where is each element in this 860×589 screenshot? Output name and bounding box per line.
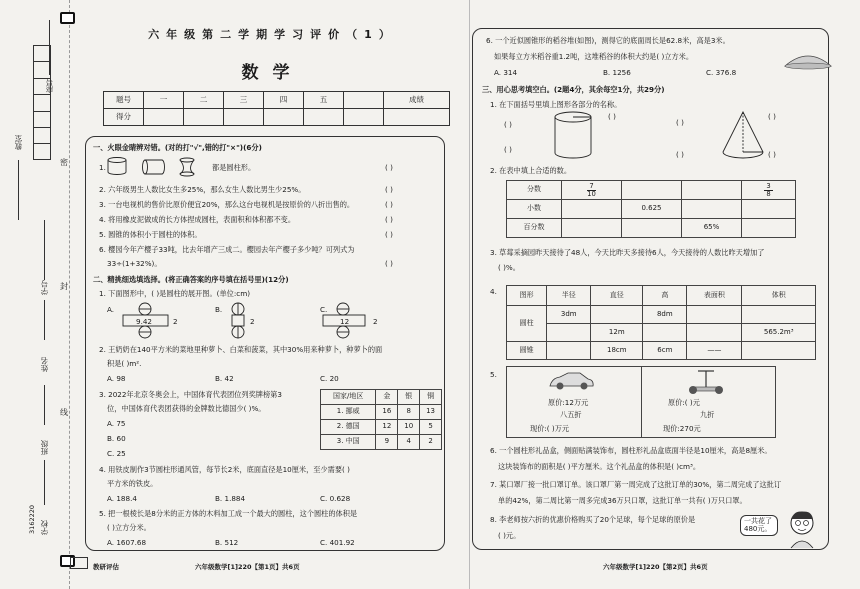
section2-title: 二、精挑细选填选择。(将正确答案的序号填在括号里)(12分) — [93, 275, 289, 284]
cylinder-cone-figures — [503, 110, 833, 165]
unfolded-nets — [115, 300, 445, 340]
seat-grid — [33, 45, 51, 160]
footer-tag: 教研评估 — [93, 563, 119, 571]
exam-title: 六年级第二学期学习评价（1） — [148, 28, 397, 41]
teacher-icon — [783, 508, 821, 550]
class-label: 班级 — [40, 440, 49, 455]
answer-paren[interactable]: ( ) — [768, 112, 776, 121]
s1-q4: 4. 将用橡皮泥做成的长方体捏成圆柱，表面积和体积都不变。 — [99, 215, 296, 224]
s1-q3: 3. 一台电视机的售价比原价便宜20%，那么这台电视机是按原价的八折出售的。 — [99, 200, 355, 209]
shape-measure-table: 图形 半径 直径 高 表面积 体积 圆柱 3dm 8dm 12m 565.2m³ 圆锥 18cm 6cm —— — [506, 285, 816, 360]
fraction-3-8: $\frac{3}{8}$ — [766, 181, 771, 198]
answer-paren[interactable]: ( ) — [385, 200, 393, 209]
answer-paren[interactable]: ( ) — [385, 259, 393, 268]
answer-paren[interactable]: ( ) — [504, 145, 512, 154]
balance-scooter-icon — [686, 368, 726, 396]
school-label: 学校 — [40, 520, 49, 535]
r-q6b: 6. 一个圆柱形礼品盒，侧面贴满装饰布，圆柱形礼品盒底面半径是10厘米，高是8厘米。 — [490, 446, 772, 455]
s1-q5: 5. 圆锥的体积小于圆柱的体积。 — [99, 230, 202, 239]
s2-q1: 1. 下面图形中，( )是圆柱的展开图。(单位:cm) — [99, 289, 251, 298]
s1-q6: 6. 樱园今年产樱子33吨，比去年增产三成二。樱园去年产樱子多少吨？可列式为 — [99, 245, 355, 254]
fraction-7-10: $\frac{7}{10}$ — [587, 181, 596, 198]
seal-mi: 密 — [60, 158, 68, 167]
seal-xian: 线 — [60, 408, 68, 417]
s1-q2: 2. 六年级男生人数比女生多25%，那么女生人数比男生少25%。 — [99, 185, 306, 194]
registration-mark — [60, 12, 75, 24]
footer-right: 六年级数学[1]220【第2页】共6页 — [603, 563, 708, 571]
r-q1: 1. 在下面括号里填上图形各部分的名称。 — [490, 100, 622, 109]
seal-feng: 封 — [60, 282, 68, 291]
car-icon — [546, 370, 596, 392]
subject-title: 数学 — [241, 63, 304, 83]
answer-paren[interactable]: ( ) — [676, 118, 684, 127]
fraction-table: 分数 $\frac{7}{10}$ $\frac{3}{8}$ 小数 0.625 百分数 65% — [506, 180, 796, 238]
medal-table: 国家/地区 金 银 铜 1. 挪威 16 8 13 2. 德国 12 10 5 3. 中国 9 4 2 — [320, 389, 442, 450]
questions-box — [85, 136, 445, 551]
answer-paren[interactable]: ( ) — [385, 185, 393, 194]
binding-strip — [0, 0, 70, 589]
r-q7: 7. 某口罩厂接一批口罩订单。该口罩厂第一周完成了这批订单的30%，第二周完成了这批订 — [490, 480, 782, 489]
answer-paren[interactable]: ( ) — [385, 215, 393, 224]
s2-q3: 3. 2022年北京冬奥会上，中国体育代表团位列奖牌榜第3 — [99, 390, 282, 399]
left-column: 六年级第二学期学习评价（1） 数学 题号 一 二 三 四 五 成绩 得分 一、火眼金睛辨对错。(对的打"√",错的打"×")(6分) 1. 都是圆柱形。 ( ) 2. 六年级男生人数比女生多25%，那么女生人数比男生少25%。 ( ) 3. 一台电视机的售价比原价便宜20%，那么这台电视机是按原价的八折出售的。 ( ) 4. 将用橡皮泥做成的长方体捏成圆柱，表面积和体积都不变。 ( ) 5. 圆锥的体积小于圆柱的体积。 ( ) 6. 樱园今年产樱子33吨，比去年增产三成二。樱园去年产樱子多少吨？可列式为 33÷(1+32%)。 ( ) 二、精挑细选填选择。(将正确答案的序号填在括号里)(12分) 1. 下面图形中，( )是圆柱的展开图。(单位:cm) A. B. C. 9.42 2 2 12 2 2. 王奶奶在140平方米的菜地里种萝卜、白菜和菠菜，其中30%用来种萝卜，种萝卜的面 积是( )m². A. 98 B. 42 C. 20 3. 2022年北京冬奥会上，中国体育代表团位列奖牌榜第3 位，中国体育代表团获得的金牌数比德国少( )%。 A. 75 B. 60 C. 25 国家/地区 金 银 铜 1. 挪威 16 8 13 2. 德国 12 10 5 3. 中国 9 4 2 4. 用铁皮制作3节圆柱形通风管，每节长2米，底面直径是10厘米，至少需要( ) 平方米的铁皮。 A. 188.4 B. 1.884 C. 0.628 5. 把一根棱长是8分米的正方体的木料加工成一个最大的圆柱，这个圆柱的体积是 ( )立方分米。 A. 1607.68 B. 512 C. 401.92 教研评估 六年级数学[1]220【第1页】共6页 — [85, 0, 460, 589]
right-column: 6. 一个近似圆锥形的稻谷堆(如图)，测得它的底面周长是62.8米，高是3米。 如果每立方米稻谷重1.2吨，这堆稻谷的体积大约是( )立方米。 A. 314 B. 1256 C. 376.8 三、用心思考填空白。(2题4分，其余每空1分，共29分) 1. 在下面括号里填上图形各部分的名称。 ( ) ( ) ( ) ( ) ( ) ( ) ( ) 2. 在表中填上合适的数。 分数 $\frac{7}{10}$ $\frac{3}{8}$ 小数 0.625 百分数 65% 3. 草莓采摘园昨天接待了48人，今天比昨天多接待6人，今天接待的人数比昨天增加了 ( )%。 4. 图形 半径 直径 高 表面积 体积 圆柱 3dm 8dm 12m 565.2m³ 圆锥 18cm 6cm —— 5. 原价:12万元 八五折 现价:( )万元 原价:( )元 九折 现价:270元 6. 一个圆柱形礼品盒，侧面贴满装饰布，圆柱形礼品盒底面半径是10厘米，高是8厘米。 这块装饰布的面积是( )平方厘米。这个礼品盒的体积是( )cm³。 7. 某口罩厂接一批口罩订单。该口罩厂第一周完成了这批订单的30%，第二周完成了这批订 单的42%，第二周比第一周多完成36万只口罩，这批订单一共有( )万只口罩。 8. 李老师按六折的优惠价格购买了20个足球，每个足球的原价是 ( )元。 一共花了480元。 六年级数学[1]220【第2页】共6页 — [478, 0, 853, 589]
section3-title: 三、用心思考填空白。(2题4分，其余每空1分，共29分) — [482, 85, 665, 94]
id-label: 学号 — [40, 280, 49, 295]
room-label: 教室 — [14, 135, 23, 150]
speech-bubble: 一共花了480元。 — [740, 515, 778, 536]
r-q2: 2. 在表中填上合适的数。 — [490, 166, 572, 175]
paper-code: 3162220 — [28, 505, 36, 534]
answer-paren[interactable]: ( ) — [504, 120, 512, 129]
answer-paren[interactable]: ( ) — [676, 150, 684, 159]
seat-label: 座号 — [45, 78, 54, 93]
s2-q4: 4. 用铁皮制作3节圆柱形通风管，每节长2米，底面直径是10厘米，至少需要( ) — [99, 465, 350, 474]
r-q6: 6. 一个近似圆锥形的稻谷堆(如图)，测得它的底面周长是62.8米，高是3米。 — [486, 36, 730, 45]
answer-paren[interactable]: ( ) — [385, 230, 393, 239]
s2-q5: 5. 把一根棱长是8分米的正方体的木料加工成一个最大的圆柱，这个圆柱的体积是 — [99, 509, 358, 518]
score-table: 题号 一 二 三 四 五 成绩 得分 — [103, 91, 450, 126]
answer-paren[interactable]: ( ) — [768, 150, 776, 159]
name-label: 姓名 — [40, 357, 49, 372]
section1-title: 一、火眼金睛辨对错。(对的打"√",错的打"×")(6分) — [93, 143, 262, 152]
cylinder-shapes — [107, 157, 217, 177]
grain-pile — [783, 48, 833, 70]
answer-paren[interactable]: ( ) — [385, 163, 393, 172]
r-q3: 3. 草莓采摘园昨天接待了48人，今天比昨天多接待6人，今天接待的人数比昨天增加了 — [490, 248, 765, 257]
s2-q2: 2. 王奶奶在140平方米的菜地里种萝卜、白菜和菠菜，其中30%用来种萝卜，种萝卜的面 — [99, 345, 383, 354]
footer-left: 六年级数学[1]220【第1页】共6页 — [195, 563, 300, 571]
answer-paren[interactable]: ( ) — [608, 112, 616, 121]
r-q8: 8. 李老师按六折的优惠价格购买了20个足球，每个足球的原价是 — [490, 515, 696, 524]
